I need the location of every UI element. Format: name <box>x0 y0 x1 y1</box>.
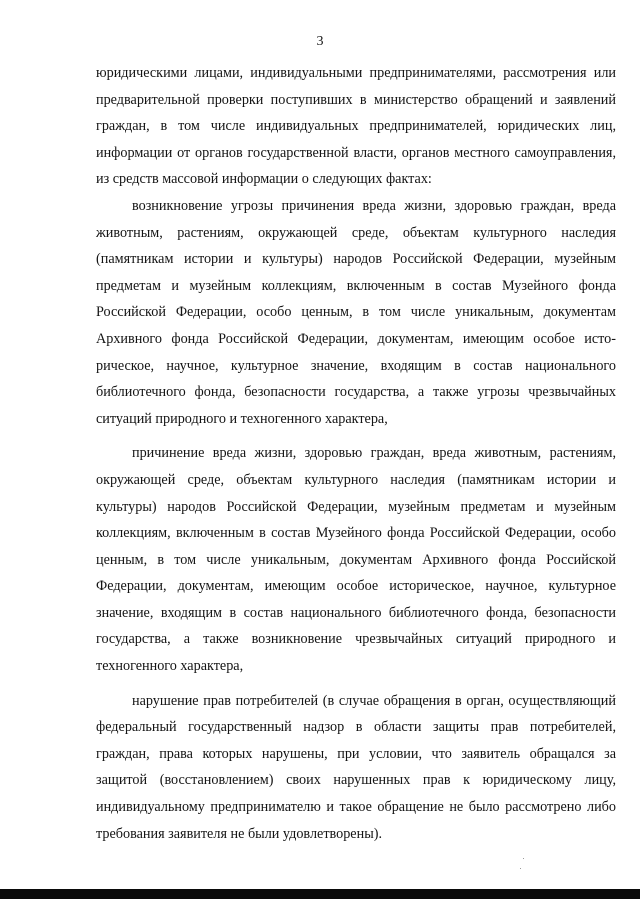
document-body <box>96 60 616 847</box>
paragraph-consumer-rights: нарушение прав потребителей (в случае обращения в орган, осуществляющий федеральный государственный надзор в области защиты прав потребителей, граждан, права которых нарушены, при условии, что заявитель обращался за защитой (восстановлением) своих нарушенных прав к юридическому лицу, индивидуальному предпринимателю и такое обращение не было рассмотрено либо требования заявителя не были удовлетворены). <box>96 692 616 842</box>
scan-speck <box>523 858 524 859</box>
paragraph-continuation: юридическими лицами, индивидуальными предпринимателями, рассмотрения или предварительной проверки поступивших в министерство обращений и заявлений граждан, в том числе индивидуальных предпринимателей, юридических лиц, информации от органов государственной власти, органов местного самоуправления, из средств массовой информации о следующих фактах: <box>96 65 616 188</box>
paragraph-threat-of-harm: возникновение угрозы причинения вреда жизни, здоровью граждан, вреда животным, растениям, окружающей среде, объектам культурного наследия (памятникам истории и культуры) народов Российской Федерации, музейным предметам и музейным коллекциям, включенным в состав Музейного фонда Российской Федерации, особо ценным, в том числе уникальным, документам Архивного фонда Российской Федерации, документам, имеющим особое историческое, научное, культурное значение, входящим в состав национального библиотечного фонда, безопасности государства, а также угрозы чрезвычайных ситуаций природного и техногенного характера, <box>96 197 616 427</box>
scan-speck <box>520 868 521 869</box>
scan-bottom-edge <box>0 889 640 899</box>
paragraph-causing-harm: причинение вреда жизни, здоровью граждан, вреда животным, растениям, окружающей среде, объектам культурного наследия (памятникам истории и культуры) народов Российской Федерации, музейным предметам и музейным коллекциям, включенным в состав Музейного фонда Российской Федерации, особо ценным, в том числе уникальным, документам Архивного фонда Российской Федерации, документам, имеющим особое историческое, научное, культурное значение, входящим в состав национального библиотечного фонда, безопасности государства, а также возникновение чрезвычайных ситуаций природного и техногенного характера, <box>96 445 616 675</box>
page-number: 3 <box>316 34 324 49</box>
